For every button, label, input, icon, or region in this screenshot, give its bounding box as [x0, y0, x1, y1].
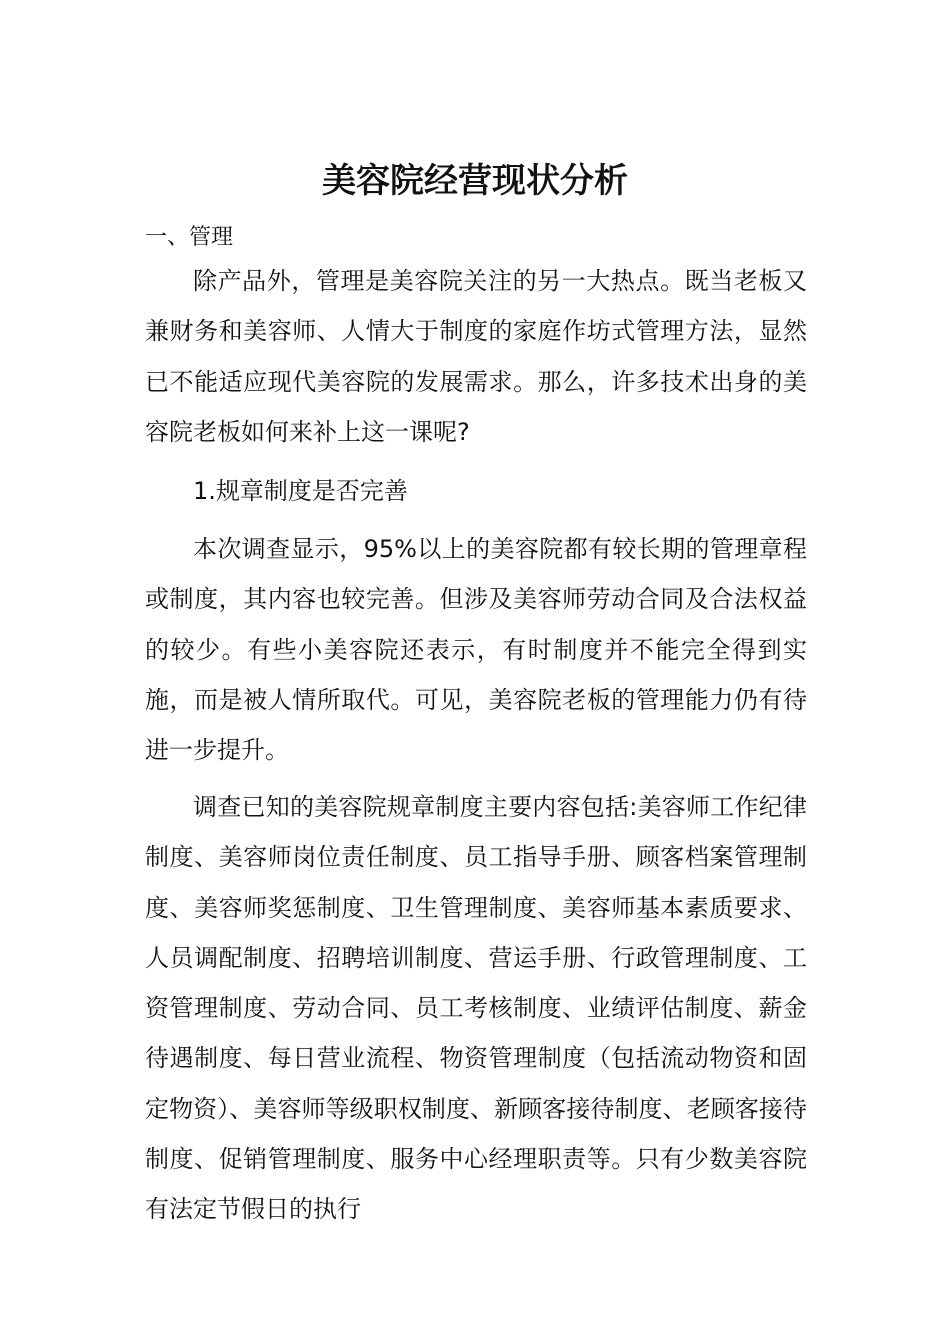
document-title: 美容院经营现状分析 — [322, 161, 628, 201]
paragraph-rules-list: 调查已知的美容院规章制度主要内容包括:美容师工作纪律制度、美容师岗位责任制度、员工指导手册、顾客档案管理制度、美容师奖惩制度、卫生管理制度、美容师基本素质要求、人员调配制度、招聘培训制度、营运手册、行政管理制度、工资管理制度、劳动合同、员工考核制度、业绩评估制度、薪金待遇制度、每日营业流程、物资管理制度（包括流动物资和固定物资）、美容师等级职权制度、新顾客接待制度、老顾客接待制度、促销管理制度、服务中心经理职责等。只有少数美容院有法定节假日的执行 — [145, 793, 807, 1224]
section-heading-management: 一、管理 — [145, 225, 234, 250]
paragraph-management-intro: 除产品外，管理是美容院关注的另一大热点。既当老板又兼财务和美容师、人情大于制度的家庭作坊式管理方法，显然已不能适应现代美容院的发展需求。那么，许多技术出身的美容院老板如何来补上这一课呢? — [145, 267, 807, 446]
subheading-rules-complete: 1.规章制度是否完善 — [193, 477, 408, 505]
paragraph-survey-result: 本次调查显示，95%以上的美容院都有较长期的管理章程或制度，其内容也较完善。但涉及美容师劳动合同及合法权益的较少。有些小美容院还表示，有时制度并不能完全得到实施，而是被人情所取代。可见，美容院老板的管理能力仍有待进一步提升。 — [145, 535, 807, 765]
